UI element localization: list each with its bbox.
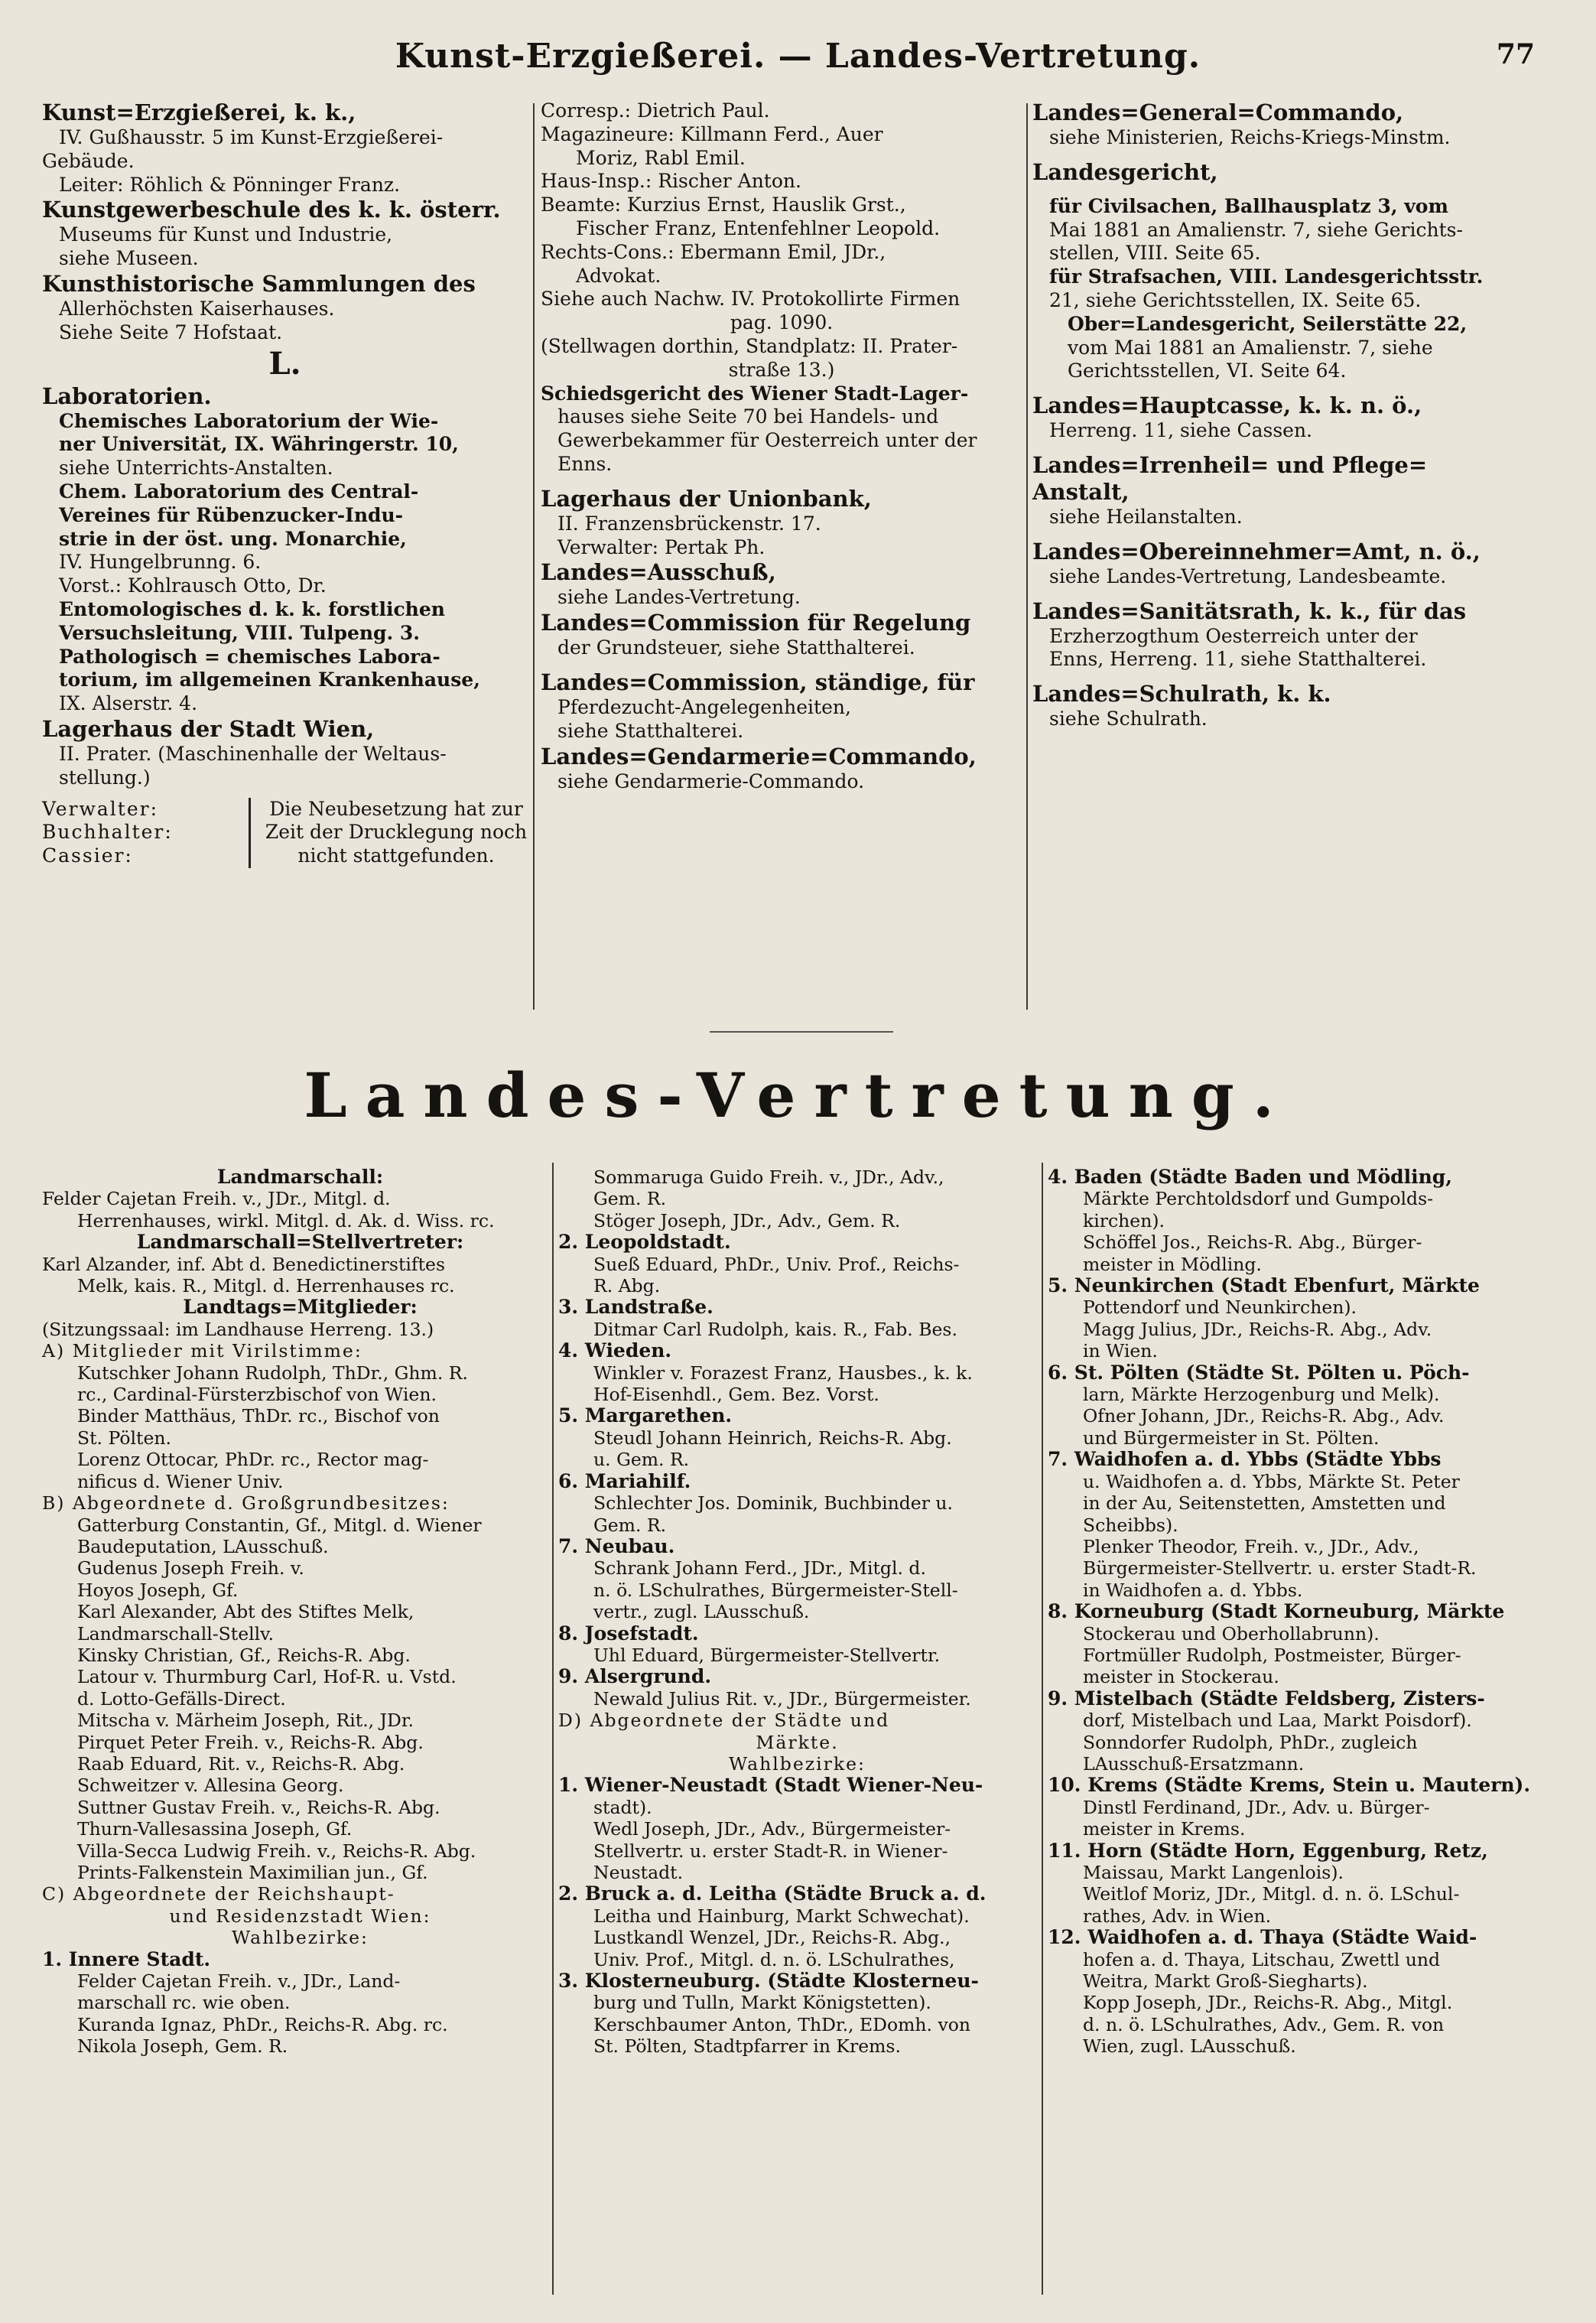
text-line: Leiter: Röhlich & Pönninger Franz.: [59, 173, 401, 196]
top-column-2: [541, 99, 1022, 793]
text-line: u. Waidhofen a. d. Ybbs, Märkte St. Peter: [1083, 1470, 1460, 1492]
text-line: [1032, 672, 1529, 681]
text-line: Versuchsleitung, VIII. Tulpeng. 3.: [59, 621, 421, 644]
text-line: Landmarschall=Stellvertreter:: [136, 1231, 464, 1254]
text-line: Winkler v. Forazest Franz, Hausbes., k. k.: [593, 1362, 973, 1384]
text-line: siehe Schulrath.: [1049, 708, 1208, 730]
text-line: Neustadt.: [593, 1862, 684, 1883]
text-line: hofen a. d. Thaya, Litschau, Zwettl und: [1083, 1948, 1441, 1970]
text-line: Kuranda Ignaz, PhDr., Reichs-R. Abg. rc.: [77, 2013, 448, 2035]
text-line: Fortmüller Rudolph, Postmeister, Bürger-: [1083, 1644, 1461, 1666]
staff-role: Cassier:: [42, 844, 133, 867]
text-line: Erzherzogthum Oesterreich unter der: [1049, 624, 1418, 647]
staff-note: [249, 798, 534, 868]
text-line: Landmarschall:: [216, 1166, 384, 1188]
staff-note-line: Zeit der Drucklegung noch: [265, 821, 528, 844]
text-line: der Grundsteuer, siehe Statthalterei.: [557, 636, 915, 659]
text-line: Suttner Gustav Freih. v., Reichs-R. Abg.: [77, 1796, 440, 1818]
text-line: rathes, Adv. in Wien.: [1083, 1905, 1272, 1927]
text-line: Hoyos Joseph, Gf.: [77, 1579, 239, 1601]
text-line: 6. Mariahilf.: [558, 1469, 691, 1492]
text-line: siehe Museen.: [59, 247, 199, 270]
text-line: Weitlof Moriz, JDr., Mitgl. d. n. ö. LSchul-: [1083, 1883, 1460, 1905]
text-line: pag. 1090.: [730, 311, 834, 334]
text-line: Siehe Seite 7 Hofstaat.: [59, 320, 283, 343]
staff-role: Buchhalter:: [42, 821, 173, 844]
text-line: Ober=Landesgericht, Seilerstätte 22,: [1068, 312, 1468, 335]
column-rule-4: [1042, 1163, 1043, 2295]
text-line: Leitha und Hainburg, Markt Schwechat).: [593, 1905, 970, 1927]
text-line: B) Abgeordnete d. Großgrundbesitzes:: [42, 1492, 450, 1515]
text-line: Landes=Commission, ständige, für: [541, 669, 975, 695]
text-line: Moriz, Rabl Emil.: [576, 146, 746, 169]
text-line: II. Prater. (Maschinenhalle der Weltaus-: [59, 742, 447, 765]
text-line: St. Pölten.: [77, 1427, 171, 1449]
text-line: Nikola Joseph, Gem. R.: [77, 2035, 288, 2058]
text-line: Vereines für Rübenzucker-Indu-: [59, 503, 404, 526]
text-line: Landes=Commission für Regelung: [541, 610, 971, 636]
bottom-column-2: [558, 1166, 1036, 2058]
text-line: [1032, 529, 1529, 538]
text-line: Herrenhauses, wirkl. Mitgl. d. Ak. d. Wiss. rc.: [77, 1209, 495, 1231]
text-line: [1032, 150, 1529, 159]
text-line: IV. Hungelbrunng. 6.: [59, 551, 262, 574]
text-line: Sonndorfer Rudolph, PhDr., zugleich: [1083, 1731, 1418, 1753]
text-line: Bürgermeister-Stellvertr. u. erster Stadt-R.: [1083, 1557, 1477, 1580]
text-line: 1. Wiener-Neustadt (Stadt Wiener-Neu-: [558, 1774, 983, 1797]
text-line: Binder Matthäus, ThDr. rc., Bischof von: [77, 1405, 440, 1427]
text-line: Gudenus Joseph Freih. v.: [77, 1557, 304, 1580]
text-line: siehe Gendarmerie-Commando.: [557, 769, 865, 792]
text-line: [1032, 589, 1529, 598]
text-line: Siehe auch Nachw. IV. Protokollirte Firmen: [541, 288, 961, 311]
text-line: Ditmar Carl Rudolph, kais. R., Fab. Bes.: [593, 1318, 957, 1340]
text-line: dorf, Mistelbach und Laa, Markt Poisdorf).: [1083, 1710, 1472, 1732]
text-line: und Bürgermeister in St. Pölten.: [1083, 1427, 1380, 1449]
text-line: Museums für Kunst und Industrie,: [59, 223, 393, 246]
text-line: L.: [268, 345, 301, 382]
text-line: rc., Cardinal-Fürsterzbischof von Wien.: [77, 1384, 437, 1406]
text-line: Stockerau und Oberhollabrunn).: [1083, 1622, 1380, 1645]
text-line: 3. Klosterneuburg. (Städte Klosterneu-: [558, 1970, 979, 1993]
column-rule-3: [552, 1163, 554, 2295]
text-line: Karl Alzander, inf. Abt d. Benedictinerstiftes: [42, 1253, 446, 1275]
text-line: Advokat.: [576, 264, 661, 287]
text-line: Dinstl Ferdinand, JDr., Adv. u. Bürger-: [1083, 1796, 1430, 1818]
text-line: C) Abgeordnete der Reichshaupt-: [42, 1883, 395, 1905]
text-line: Maissau, Markt Langenlois).: [1083, 1862, 1344, 1883]
text-line: Kutschker Johann Rudolph, ThDr., Ghm. R.: [77, 1362, 468, 1384]
running-title: Kunst-Erzgießerei. — Landes-Vertretung.: [395, 37, 1201, 76]
text-line: Enns.: [557, 452, 613, 475]
text-line: Steudl Johann Heinrich, Reichs-R. Abg.: [593, 1427, 952, 1449]
text-line: torium, im allgemeinen Krankenhause,: [59, 669, 480, 691]
text-line: Karl Alexander, Abt des Stiftes Melk,: [77, 1601, 414, 1623]
text-line: [541, 660, 1022, 669]
text-line: Landesgericht,: [1032, 158, 1218, 185]
staff-brace-block: [42, 798, 528, 868]
text-line: Pferdezucht-Angelegenheiten,: [557, 695, 851, 718]
text-line: siehe Unterrichts-Anstalten.: [59, 457, 333, 480]
text-line: stellung.): [59, 766, 151, 789]
text-line: Hof-Eisenhdl., Gem. Bez. Vorst.: [593, 1384, 879, 1406]
text-line: Landes=Ausschuß,: [541, 559, 776, 586]
page-number: 77: [1496, 38, 1535, 70]
text-line: Märkte Perchtoldsdorf und Gumpolds-: [1083, 1188, 1434, 1210]
text-line: hauses siehe Seite 70 bei Handels- und: [557, 405, 939, 428]
text-line: Scheibbs).: [1083, 1514, 1178, 1536]
text-line: 4. Baden (Städte Baden und Mödling,: [1048, 1166, 1452, 1188]
text-line: Sueß Eduard, PhDr., Univ. Prof., Reichs-: [593, 1253, 960, 1275]
text-line: larn, Märkte Herzogenburg und Melk).: [1083, 1384, 1440, 1406]
text-line: und Residenzstadt Wien:: [169, 1905, 431, 1927]
text-line: 8. Korneuburg (Stadt Korneuburg, Märkte: [1048, 1600, 1505, 1623]
text-line: siehe Landes-Vertretung, Landesbeamte.: [1049, 564, 1447, 587]
text-line: Pirquet Peter Freih. v., Reichs-R. Abg.: [77, 1731, 424, 1753]
text-line: Kinsky Christian, Gf., Reichs-R. Abg.: [77, 1644, 411, 1666]
text-line: Landtags=Mitglieder:: [183, 1296, 418, 1319]
text-line: Uhl Eduard, Bürgermeister-Stellvertr.: [593, 1644, 941, 1666]
text-line: Wahlbezirke:: [232, 1927, 369, 1949]
text-line: Chem. Laboratorium des Central-: [59, 480, 419, 503]
text-line: Landes=Gendarmerie=Commando,: [541, 743, 977, 769]
text-line: stadt).: [593, 1796, 652, 1818]
text-line: 12. Waidhofen a. d. Thaya (Städte Waid-: [1048, 1926, 1477, 1949]
text-line: Magg Julius, JDr., Reichs-R. Abg., Adv.: [1083, 1318, 1432, 1340]
text-line: (Stellwagen dorthin, Standplatz: II. Prater-: [541, 334, 958, 357]
text-line: vom Mai 1881 an Amalienstr. 7, siehe: [1068, 336, 1433, 359]
text-line: Rechts-Cons.: Ebermann Emil, JDr.,: [541, 240, 886, 263]
text-line: meister in Krems.: [1083, 1818, 1246, 1840]
text-line: u. Gem. R.: [593, 1449, 690, 1471]
text-line: Sommaruga Guido Freih. v., JDr., Adv.,: [593, 1166, 944, 1188]
text-line: burg und Tulln, Markt Königstetten).: [593, 1992, 931, 2014]
text-line: Gatterburg Constantin, Gf., Mitgl. d. Wiener: [77, 1514, 482, 1536]
text-line: siehe Statthalterei.: [557, 719, 744, 742]
text-line: Plenker Theodor, Freih. v., JDr., Adv.,: [1083, 1535, 1419, 1557]
text-line: in Waidhofen a. d. Ybbs.: [1083, 1579, 1303, 1601]
text-line: 7. Waidhofen a. d. Ybbs (Städte Ybbs: [1048, 1448, 1442, 1471]
text-line: [1032, 443, 1529, 452]
text-line: Gem. R.: [593, 1514, 667, 1536]
text-line: R. Abg.: [593, 1275, 661, 1297]
text-line: Gem. R.: [593, 1188, 667, 1210]
text-line: meister in Mödling.: [1083, 1253, 1262, 1275]
text-line: Landes=Obereinnehmer=Amt, n. ö.,: [1032, 538, 1481, 564]
bottom-column-1: [42, 1166, 558, 2058]
text-line: vertr., zugl. LAusschuß.: [593, 1601, 810, 1623]
text-line: 2. Bruck a. d. Leitha (Städte Bruck a. d.: [558, 1882, 987, 1905]
staff-note-line: nicht stattgefunden.: [297, 844, 495, 867]
text-line: (Sitzungssaal: im Landhause Herreng. 13.): [42, 1318, 434, 1340]
text-line: Lorenz Ottocar, PhDr. rc., Rector mag-: [77, 1449, 429, 1471]
text-line: Raab Eduard, Rit. v., Reichs-R. Abg.: [77, 1752, 405, 1775]
text-line: Magazineure: Killmann Ferd., Auer: [541, 122, 883, 145]
text-line: Landes=General=Commando,: [1032, 99, 1404, 125]
text-line: für Strafsachen, VIII. Landesgerichtsstr.: [1049, 265, 1484, 288]
text-line: Anstalt,: [1032, 478, 1130, 505]
text-line: kirchen).: [1083, 1209, 1165, 1231]
text-line: Lagerhaus der Unionbank,: [541, 485, 872, 512]
text-line: Haus-Insp.: Rischer Anton.: [541, 170, 801, 193]
text-line: marschall rc. wie oben.: [77, 1992, 291, 2014]
text-line: Landes=Schulrath, k. k.: [1032, 681, 1331, 708]
text-line: D) Abgeordnete der Städte und: [558, 1710, 890, 1732]
text-line: Landes=Hauptcasse, k. k. n. ö.,: [1032, 392, 1422, 419]
text-line: Landmarschall-Stellv.: [77, 1622, 275, 1645]
text-line: n. ö. LSchulrathes, Bürgermeister-Stell-: [593, 1579, 958, 1601]
text-line: Baudeputation, LAusschuß.: [77, 1535, 329, 1557]
text-line: Melk, kais. R., Mitgl. d. Herrenhauses rc.: [77, 1275, 455, 1297]
text-line: Kunstgewerbeschule des k. k. österr.: [42, 197, 501, 223]
text-line: Schrank Johann Ferd., JDr., Mitgl. d.: [593, 1557, 926, 1580]
top-column-1: [42, 99, 528, 868]
text-line: IX. Alserstr. 4.: [59, 692, 198, 715]
text-line: Enns, Herreng. 11, siehe Statthalterei.: [1049, 648, 1427, 671]
text-line: d. Lotto-Gefälls-Direct.: [77, 1687, 286, 1710]
text-line: Schiedsgericht des Wiener Stadt-Lager-: [541, 382, 969, 405]
text-line: Fischer Franz, Entenfehlner Leopold.: [576, 216, 941, 239]
text-line: A) Mitglieder mit Virilstimme:: [42, 1340, 362, 1362]
text-line: Newald Julius Rit. v., JDr., Bürgermeister.: [593, 1687, 971, 1710]
text-line: 11. Horn (Städte Horn, Eggenburg, Retz,: [1048, 1839, 1488, 1862]
text-line: Univ. Prof., Mitgl. d. n. ö. LSchulrathes,: [593, 1948, 955, 1970]
text-line: [1032, 186, 1529, 195]
text-line: Prints-Falkenstein Maximilian jun., Gf.: [77, 1862, 428, 1883]
text-line: Stellvertr. u. erster Stadt-R. in Wiener-: [593, 1840, 948, 1862]
text-line: Gebäude.: [42, 149, 135, 172]
text-line: 4. Wieden.: [558, 1339, 672, 1362]
text-line: [1032, 383, 1529, 392]
text-line: siehe Heilanstalten.: [1049, 505, 1243, 528]
text-line: Wedl Joseph, JDr., Adv., Bürgermeister-: [593, 1818, 951, 1840]
column-rule-1: [533, 103, 535, 1010]
section-divider: [710, 1031, 893, 1033]
text-line: Laboratorien.: [42, 382, 212, 409]
staff-note-line: Die Neubesetzung hat zur: [269, 797, 523, 820]
text-line: 2. Leopoldstadt.: [558, 1231, 731, 1254]
text-line: [541, 477, 1022, 486]
text-line: Schlechter Jos. Dominik, Buchbinder u.: [593, 1492, 954, 1515]
text-line: Chemisches Laboratorium der Wie-: [59, 409, 439, 432]
text-line: 3. Landstraße.: [558, 1296, 713, 1319]
text-line: Mai 1881 an Amalienstr. 7, siehe Gerichts-: [1049, 218, 1463, 241]
text-line: ner Universität, IX. Währingerstr. 10,: [59, 433, 459, 456]
text-line: Corresp.: Dietrich Paul.: [541, 99, 770, 122]
text-line: Allerhöchsten Kaiserhauses.: [59, 297, 335, 320]
text-line: Schöffel Jos., Reichs-R. Abg., Bürger-: [1083, 1231, 1422, 1254]
text-line: Landes=Irrenheil= und Pflege=: [1032, 451, 1428, 478]
text-line: 7. Neubau.: [558, 1534, 675, 1557]
text-line: Pottendorf und Neunkirchen).: [1083, 1297, 1357, 1319]
text-line: 1. Innere Stadt.: [42, 1947, 211, 1970]
text-line: 8. Josefstadt.: [558, 1622, 699, 1645]
text-line: Verwalter: Pertak Ph.: [557, 535, 765, 558]
text-line: Felder Cajetan Freih. v., JDr., Mitgl. d.: [42, 1188, 391, 1210]
text-line: siehe Ministerien, Reichs-Kriegs-Minstm.: [1049, 126, 1451, 148]
text-line: 21, siehe Gerichtsstellen, IX. Seite 65.: [1049, 288, 1422, 311]
section-title: Landes-Vertretung.: [304, 1059, 1292, 1131]
text-line: 5. Margarethen.: [558, 1404, 733, 1427]
text-line: Landes=Sanitätsrath, k. k., für das: [1032, 597, 1467, 624]
text-line: Pathologisch = chemisches Labora-: [59, 645, 440, 668]
text-line: II. Franzensbrückenstr. 17.: [557, 512, 821, 535]
text-line: Schweitzer v. Allesina Georg.: [77, 1775, 344, 1797]
text-line: strie in der öst. ung. Monarchie,: [59, 527, 407, 550]
text-line: Weitra, Markt Groß-Siegharts).: [1083, 1970, 1368, 1993]
top-column-3: [1032, 99, 1529, 731]
text-line: St. Pölten, Stadtpfarrer in Krems.: [593, 2035, 901, 2058]
text-line: in Wien.: [1083, 1340, 1158, 1362]
text-line: 9. Mistelbach (Städte Feldsberg, Zisters-: [1048, 1687, 1485, 1710]
text-line: Vorst.: Kohlrausch Otto, Dr.: [59, 574, 327, 597]
text-line: Gerichtsstellen, VI. Seite 64.: [1068, 360, 1347, 382]
text-line: Thurn-Vallesassina Joseph, Gf.: [77, 1818, 353, 1840]
text-line: Herreng. 11, siehe Cassen.: [1049, 419, 1312, 442]
text-line: Kerschbaumer Anton, ThDr., EDomh. von: [593, 2013, 971, 2035]
column-rule-2: [1026, 103, 1028, 1010]
text-line: 5. Neunkirchen (Stadt Ebenfurt, Märkte: [1048, 1274, 1480, 1297]
text-line: Wahlbezirke:: [729, 1752, 866, 1775]
text-line: Latour v. Thurmburg Carl, Hof-R. u. Vstd.: [77, 1666, 457, 1688]
text-line: Kunsthistorische Sammlungen des: [42, 270, 476, 297]
text-line: Wien, zugl. LAusschuß.: [1083, 2035, 1296, 2058]
text-line: 10. Krems (Städte Krems, Stein u. Mautern).: [1048, 1774, 1531, 1797]
text-line: Ofner Johann, JDr., Reichs-R. Abg., Adv.: [1083, 1405, 1445, 1427]
text-line: 6. St. Pölten (Städte St. Pölten u. Pöch-: [1048, 1361, 1470, 1384]
text-line: für Civilsachen, Ballhausplatz 3, vom: [1049, 194, 1448, 217]
text-line: Lustkandl Wenzel, JDr., Reichs-R. Abg.,: [593, 1927, 951, 1949]
running-header: [46, 37, 1550, 83]
text-line: Kopp Joseph, JDr., Reichs-R. Abg., Mitgl.: [1083, 1992, 1453, 2014]
text-line: Beamte: Kurzius Ernst, Hauslik Grst.,: [541, 194, 906, 216]
text-line: LAusschuß-Ersatzmann.: [1083, 1752, 1305, 1775]
text-line: in der Au, Seitenstetten, Amstetten und: [1083, 1492, 1446, 1515]
text-line: Kunst=Erzgießerei, k. k.,: [42, 99, 356, 125]
text-line: nificus d. Wiener Univ.: [77, 1470, 284, 1492]
staff-role: Verwalter:: [42, 797, 159, 820]
text-line: Villa-Secca Ludwig Freih. v., Reichs-R. Abg.: [77, 1840, 476, 1862]
text-line: Stöger Joseph, JDr., Adv., Gem. R.: [593, 1209, 901, 1231]
text-line: 9. Alsergrund.: [558, 1665, 712, 1688]
text-line: Gewerbekammer für Oesterreich unter der: [557, 429, 977, 452]
text-line: stellen, VIII. Seite 65.: [1049, 242, 1261, 265]
text-line: siehe Landes-Vertretung.: [557, 586, 801, 609]
text-line: Märkte.: [756, 1731, 839, 1753]
text-line: IV. Gußhausstr. 5 im Kunst-Erzgießerei-: [59, 126, 444, 148]
bottom-column-3: [1048, 1166, 1545, 2058]
text-line: straße 13.): [728, 358, 835, 381]
text-line: Entomologisches d. k. k. forstlichen: [59, 597, 445, 620]
staff-roles: [42, 798, 226, 868]
text-line: d. n. ö. LSchulrathes, Adv., Gem. R. von: [1083, 2013, 1445, 2035]
text-line: Felder Cajetan Freih. v., JDr., Land-: [77, 1970, 401, 1993]
text-line: Mitscha v. Märheim Joseph, Rit., JDr.: [77, 1710, 414, 1732]
text-line: meister in Stockerau.: [1083, 1666, 1279, 1688]
text-line: Lagerhaus der Stadt Wien,: [42, 715, 375, 742]
